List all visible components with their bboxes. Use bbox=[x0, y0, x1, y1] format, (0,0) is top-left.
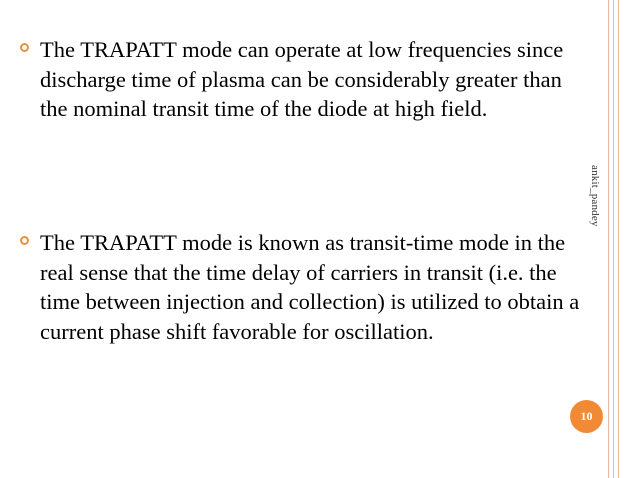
decorative-side-line bbox=[613, 0, 614, 478]
page-number-badge bbox=[570, 400, 603, 433]
bullet-circle-icon bbox=[18, 228, 40, 256]
decorative-side-line bbox=[608, 0, 609, 478]
bullet-text: The TRAPATT mode can operate at low frequencies since discharge time of plasma can be considerably greater than the nominal transit time of the diode at high field. bbox=[40, 37, 564, 121]
author-tag: ankit_pandey bbox=[589, 165, 601, 227]
bullet-item-1 bbox=[18, 35, 586, 124]
bullet-circle-icon bbox=[18, 35, 40, 63]
bullet-text: The TRAPATT mode is known as transit-time mode in the real sense that the time delay of carriers in transit (i.e. the time between injection and collection) is utilized to obtain a current phase shift favorable for oscillation. bbox=[40, 230, 580, 344]
decorative-side-line bbox=[618, 0, 619, 478]
bullet-item-2 bbox=[18, 228, 586, 346]
page-number: 10 bbox=[580, 409, 593, 423]
